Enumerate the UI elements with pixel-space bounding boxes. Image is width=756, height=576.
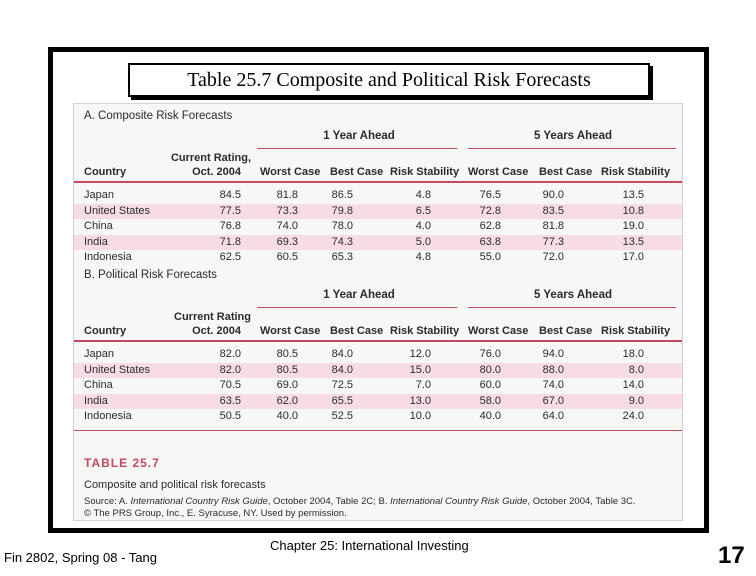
cell-value: 62.0 <box>276 394 298 407</box>
cell-country: India <box>84 394 108 407</box>
cell-value: 63.8 <box>479 235 501 248</box>
cell-value: 88.0 <box>542 363 564 376</box>
cell-value: 40.0 <box>276 410 298 422</box>
cell-value: 4.8 <box>415 189 431 201</box>
header-best-1y: Best Case <box>330 166 384 178</box>
cell-value: 78.0 <box>331 220 353 232</box>
section-b-title: B. Political Risk Forecasts <box>84 269 217 281</box>
cell-value: 60.5 <box>276 251 298 263</box>
section-a-title: A. Composite Risk Forecasts <box>84 110 233 122</box>
section-a-header-rule <box>74 181 682 183</box>
cell-value: 82.0 <box>219 348 241 360</box>
table-row <box>74 219 682 234</box>
cell-country: Indonesia <box>84 251 132 263</box>
table-row <box>74 409 682 424</box>
header-worst-5y: Worst Case <box>468 166 529 178</box>
table-source <box>84 496 636 520</box>
header-worst-1y: Worst Case <box>260 325 321 337</box>
cell-value: 69.3 <box>276 235 298 248</box>
cell-value: 73.3 <box>276 204 298 217</box>
cell-value: 72.5 <box>331 379 353 391</box>
table-row <box>74 235 682 250</box>
cell-value: 84.0 <box>331 348 353 360</box>
cell-value: 80.0 <box>479 363 501 376</box>
header-country: Country <box>84 166 127 178</box>
header-date: Oct. 2004 <box>192 325 241 337</box>
header-best-5y: Best Case <box>539 166 593 178</box>
section-a-group-1year: 1 Year Ahead <box>323 130 395 142</box>
cell-value: 13.5 <box>622 189 644 201</box>
cell-value: 65.5 <box>331 394 353 407</box>
cell-value: 13.5 <box>622 235 644 248</box>
cell-value: 13.0 <box>409 394 431 407</box>
cell-country: United States <box>84 204 151 217</box>
table-row <box>74 363 682 378</box>
section-b-group-rule-1 <box>257 307 457 308</box>
header-current-rating: Current Rating, <box>170 152 251 164</box>
cell-value: 50.5 <box>219 410 241 422</box>
cell-value: 40.0 <box>479 410 501 422</box>
cell-value: 67.0 <box>542 394 564 407</box>
cell-value: 10.0 <box>409 410 431 422</box>
header-date: Oct. 2004 <box>192 166 241 178</box>
cell-value: 8.0 <box>628 363 644 376</box>
cell-value: 7.0 <box>415 379 431 391</box>
table-row <box>74 347 682 362</box>
cell-value: 76.0 <box>479 348 501 360</box>
section-b-group-rule-2 <box>468 307 676 308</box>
cell-country: United States <box>84 363 151 376</box>
cell-value: 94.0 <box>542 348 564 360</box>
section-a-group-5years: 5 Years Ahead <box>534 130 612 142</box>
cell-value: 19.0 <box>622 220 644 232</box>
header-stability-1y: Risk Stability <box>390 166 460 178</box>
cell-value: 69.0 <box>276 379 298 391</box>
cell-value: 62.8 <box>479 220 501 232</box>
cell-value: 74.0 <box>542 379 564 391</box>
header-stability-1y: Risk Stability <box>390 325 460 337</box>
cell-value: 77.3 <box>542 235 564 248</box>
header-country: Country <box>84 325 127 337</box>
header-best-5y: Best Case <box>539 325 593 337</box>
table-description: Composite and political risk forecasts <box>84 479 266 491</box>
table-row <box>74 250 682 265</box>
cell-value: 9.0 <box>628 394 644 407</box>
cell-value: 84.5 <box>219 189 241 201</box>
cell-country: Japan <box>84 189 114 201</box>
header-worst-1y: Worst Case <box>260 166 321 178</box>
cell-value: 62.5 <box>219 251 241 263</box>
cell-value: 4.8 <box>415 251 431 263</box>
cell-value: 14.0 <box>622 379 644 391</box>
cell-value: 77.5 <box>219 204 241 217</box>
table-label: TABLE 25.7 <box>84 456 160 470</box>
cell-value: 76.8 <box>219 220 241 232</box>
source-prefix: Source: A. <box>84 496 131 507</box>
cell-value: 72.8 <box>479 204 501 217</box>
table-row <box>74 204 682 219</box>
cell-value: 90.0 <box>542 189 564 201</box>
cell-value: 15.0 <box>409 363 431 376</box>
section-b-header-rule <box>74 340 682 342</box>
cell-value: 82.0 <box>219 363 241 376</box>
cell-value: 12.0 <box>409 348 431 360</box>
table-row <box>74 188 682 203</box>
table-row <box>74 378 682 393</box>
slide-title: Table 25.7 Composite and Political Risk Forecasts <box>128 63 650 97</box>
cell-value: 18.0 <box>622 348 644 360</box>
table-row <box>74 394 682 409</box>
cell-value: 86.5 <box>331 189 353 201</box>
header-worst-5y: Worst Case <box>468 325 529 337</box>
cell-value: 64.0 <box>542 410 564 422</box>
cell-value: 76.5 <box>479 189 501 201</box>
cell-value: 74.3 <box>331 235 353 248</box>
cell-value: 10.8 <box>622 204 644 217</box>
cell-value: 81.8 <box>542 220 564 232</box>
source-title-2: International Country Risk Guide <box>390 496 528 507</box>
cell-value: 74.0 <box>276 220 298 232</box>
page-number: 17 <box>718 542 745 569</box>
cell-value: 5.0 <box>415 235 431 248</box>
source-mid: , October 2004, Table 2C; B. <box>267 496 391 507</box>
cell-value: 83.5 <box>542 204 564 217</box>
cell-value: 80.5 <box>276 348 298 360</box>
section-a-group-rule-2 <box>468 148 676 149</box>
cell-value: 72.0 <box>542 251 564 263</box>
cell-value: 4.0 <box>415 220 431 232</box>
cell-value: 6.5 <box>415 204 431 217</box>
source-title-1: International Country Risk Guide <box>130 496 268 507</box>
source-end: , October 2004, Table 3C. <box>527 496 636 507</box>
cell-country: China <box>84 379 113 391</box>
cell-country: India <box>84 235 108 248</box>
cell-value: 71.8 <box>219 235 241 248</box>
cell-country: China <box>84 220 113 232</box>
cell-country: Indonesia <box>84 410 132 422</box>
table-image <box>73 103 683 521</box>
cell-country: Japan <box>84 348 114 360</box>
cell-value: 24.0 <box>622 410 644 422</box>
section-b-group-5years: 5 Years Ahead <box>534 289 612 301</box>
table-bottom-rule <box>74 430 682 431</box>
header-current-rating: Current Rating <box>174 311 251 323</box>
header-stability-5y: Risk Stability <box>601 166 671 178</box>
section-b-group-1year: 1 Year Ahead <box>323 289 395 301</box>
cell-value: 70.5 <box>219 379 241 391</box>
cell-value: 84.0 <box>331 363 353 376</box>
cell-value: 58.0 <box>479 394 501 407</box>
cell-value: 80.5 <box>276 363 298 376</box>
source-copyright: © The PRS Group, Inc., E. Syracuse, NY. Used by permission. <box>84 508 347 519</box>
header-stability-5y: Risk Stability <box>601 325 671 337</box>
cell-value: 63.5 <box>219 394 241 407</box>
cell-value: 65.3 <box>331 251 353 263</box>
cell-value: 79.8 <box>331 204 353 217</box>
cell-value: 60.0 <box>479 379 501 391</box>
footer-course: Fin 2802, Spring 08 - Tang <box>4 550 157 565</box>
section-a-group-rule-1 <box>257 148 457 149</box>
cell-value: 52.5 <box>331 410 353 422</box>
footer-chapter: Chapter 25: International Investing <box>270 538 469 553</box>
header-best-1y: Best Case <box>330 325 384 337</box>
cell-value: 17.0 <box>622 251 644 263</box>
cell-value: 55.0 <box>479 251 501 263</box>
cell-value: 81.8 <box>276 189 298 201</box>
